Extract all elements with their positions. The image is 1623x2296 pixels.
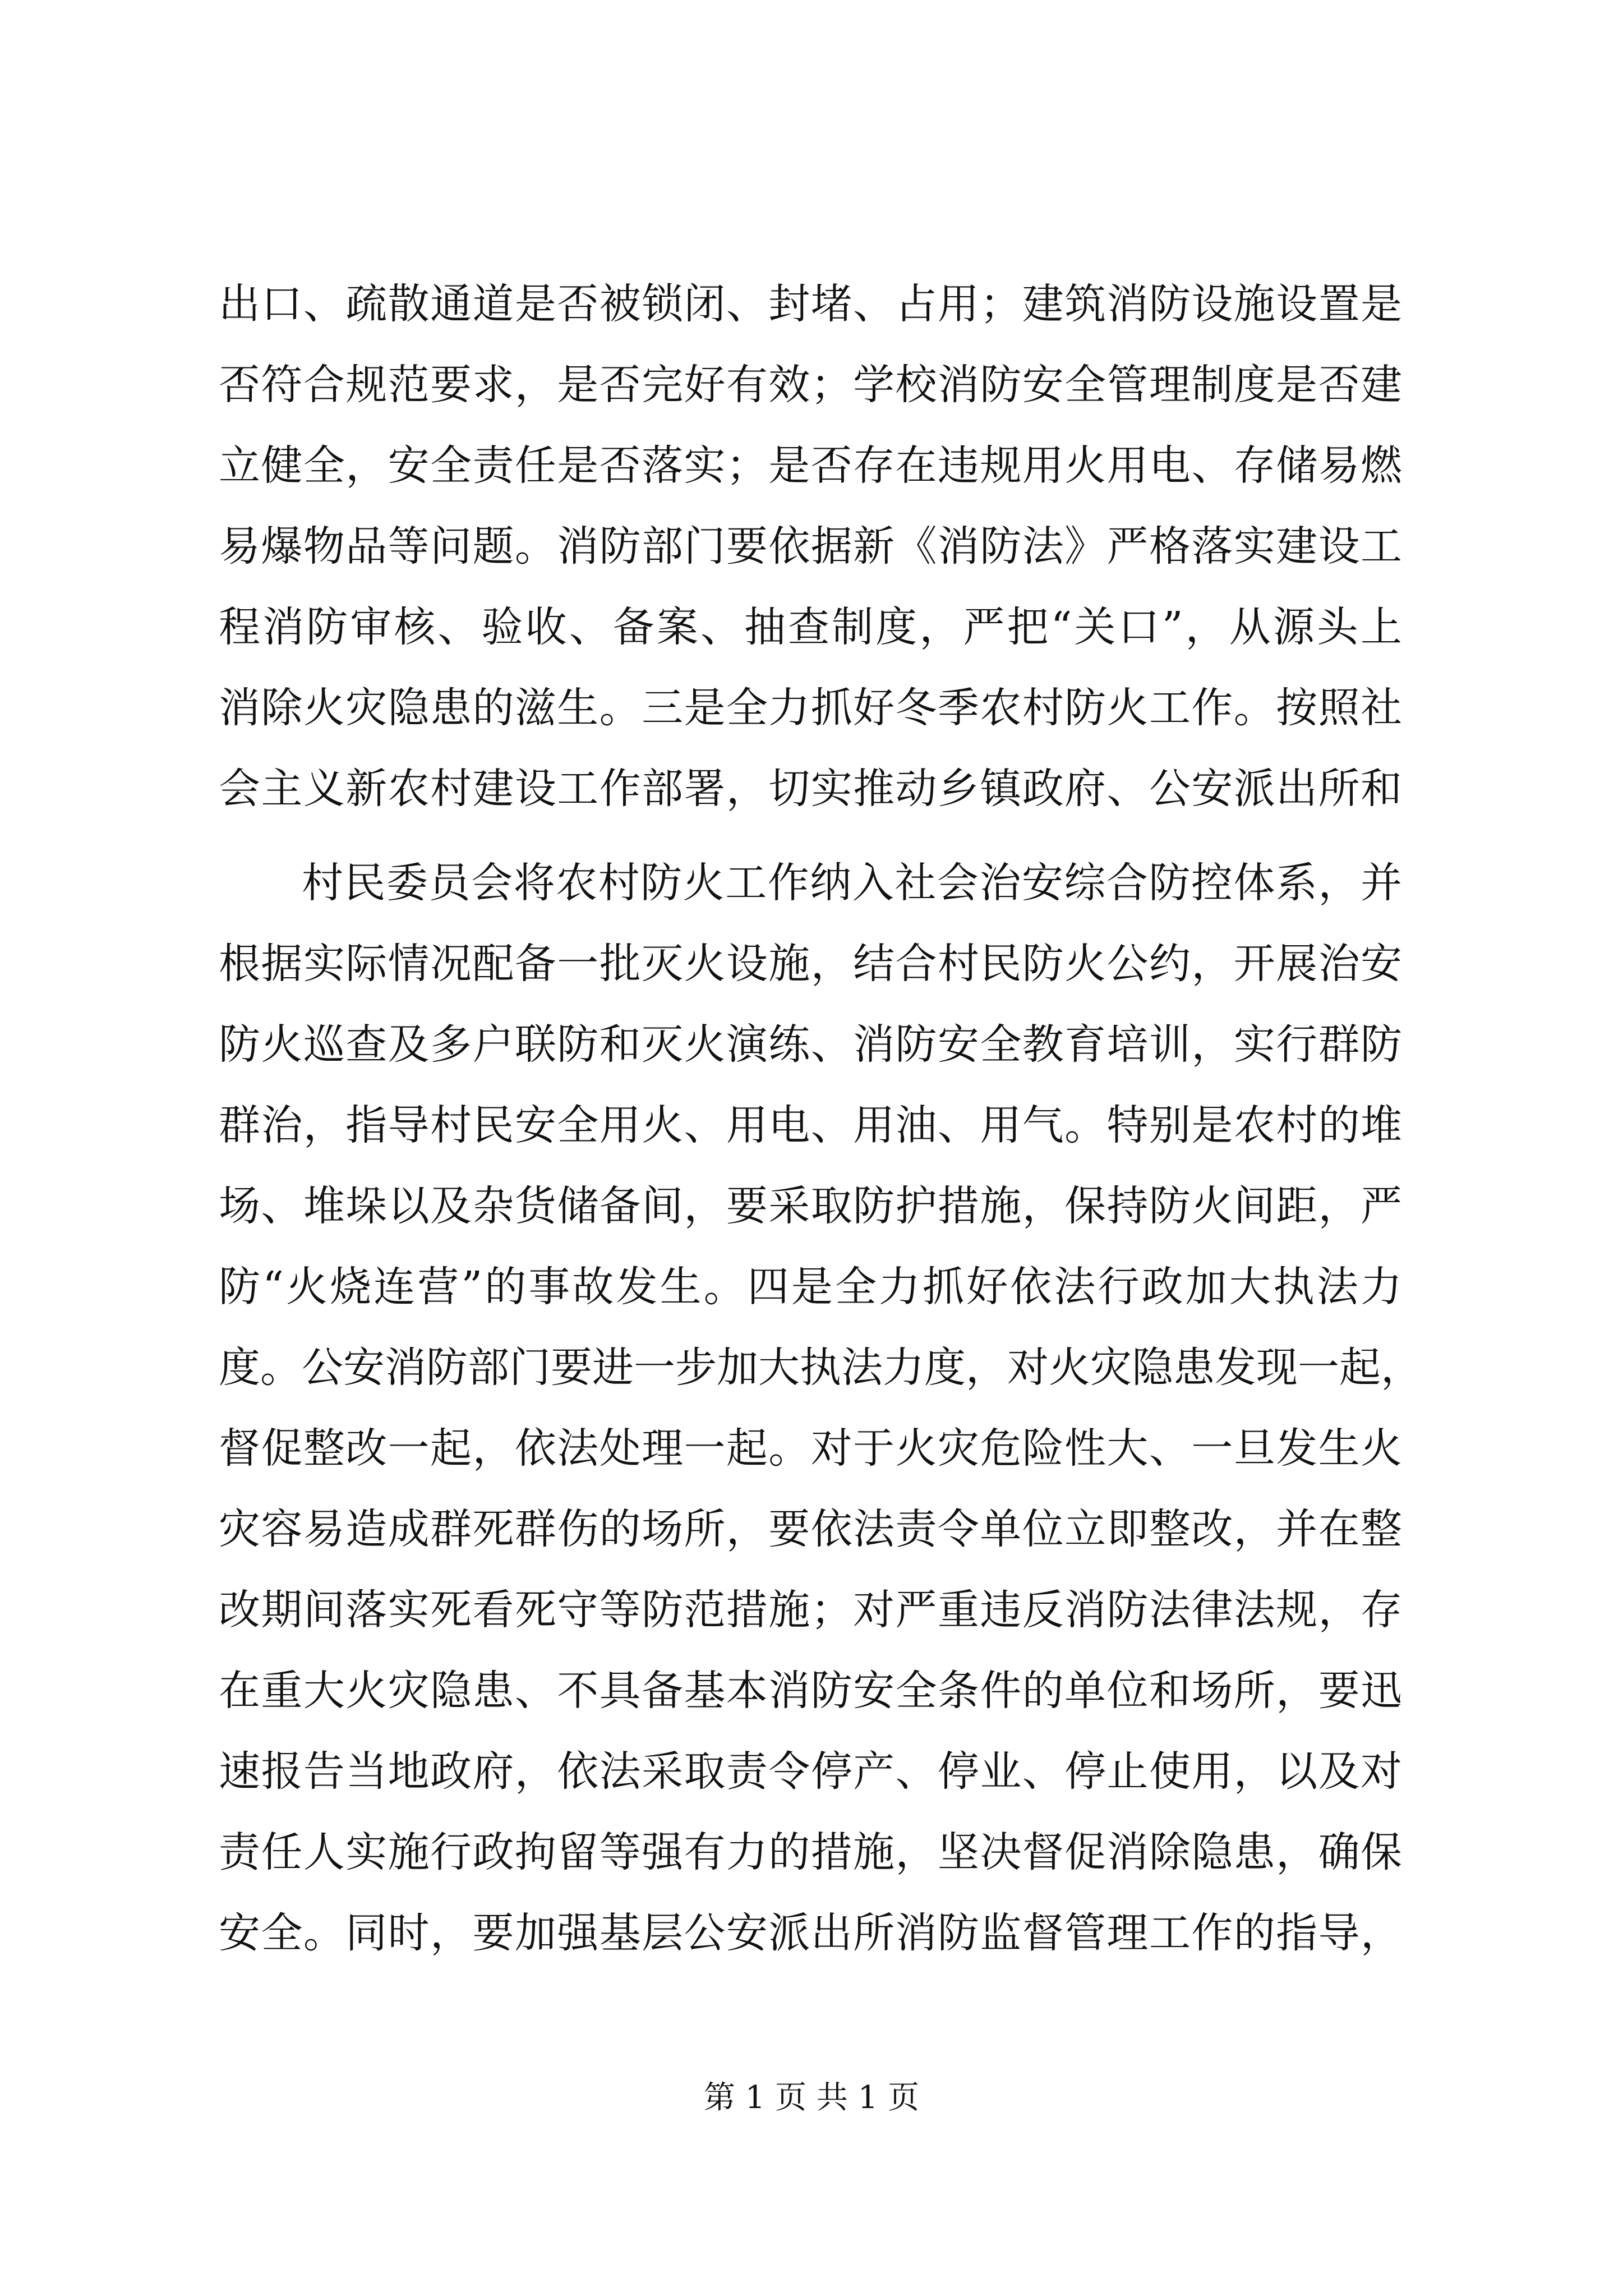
text-line: 防火巡查及多户联防和灭火演练、消防安全教育培训，实行群防 [219, 1020, 1402, 1069]
text-line: 防“火烧连营”的事故发生。四是全力抓好依法行政加大执法力 [219, 1263, 1402, 1311]
paragraph-2 [219, 843, 1422, 1973]
text-line: 速报告当地政府，依法采取责令停产、停业、停止使用，以及对 [219, 1747, 1402, 1796]
paragraph-1 [219, 264, 1402, 829]
text-line: 程消防审核、验收、备案、抽查制度，严把“关口”，从源头上 [219, 603, 1402, 651]
text-line: 立健全，安全责任是否落实；是否存在违规用火用电、存储易燃 [219, 441, 1402, 490]
text-line: 否符合规范要求，是否完好有效；学校消防安全管理制度是否建 [219, 361, 1402, 409]
text-line: 责任人实施行政拘留等强有力的措施，坚决督促消除隐患，确保 [219, 1828, 1402, 1876]
paragraph-gap [219, 829, 1402, 843]
text-line: 群治，指导村民安全用火、用电、用油、用气。特别是农村的堆 [219, 1101, 1402, 1149]
text-line: 督促整改一起，依法处理一起。对于火灾危险性大、一旦发生火 [219, 1424, 1402, 1473]
text-line: 改期间落实死看死守等防范措施；对严重违反消防法律法规，存 [219, 1586, 1402, 1634]
text-line: 村民委员会将农村防火工作纳入社会治安综合防控体系，并 [302, 859, 1402, 907]
text-line: 在重大火灾隐患、不具备基本消防安全条件的单位和场所，要迅 [219, 1667, 1402, 1715]
page-footer: 第 1 页 共 1 页 [703, 2079, 920, 2116]
text-line: 安全。同时，要加强基层公安派出所消防监督管理工作的指导， [219, 1909, 1402, 1957]
text-line: 场、堆垛以及杂货储备间，要采取防护措施，保持防火间距，严 [219, 1182, 1402, 1230]
text-line: 根据实际情况配备一批灭火设施，结合村民防火公约，开展治安 [219, 940, 1402, 988]
text-line: 会主义新农村建设工作部署，切实推动乡镇政府、公安派出所和 [219, 765, 1402, 813]
text-line: 出口、疏散通道是否被锁闭、封堵、占用；建筑消防设施设置是 [219, 280, 1402, 328]
text-line: 易爆物品等问题。消防部门要依据新《消防法》严格落实建设工 [219, 522, 1402, 570]
text-line: 消除火灾隐患的滋生。三是全力抓好冬季农村防火工作。按照社 [219, 684, 1402, 732]
text-line: 度。公安消防部门要进一步加大执法力度，对火灾隐患发现一起， [219, 1343, 1422, 1392]
text-line: 灾容易造成群死群伤的场所，要依法责令单位立即整改，并在整 [219, 1505, 1402, 1553]
document-body [219, 264, 1422, 1973]
